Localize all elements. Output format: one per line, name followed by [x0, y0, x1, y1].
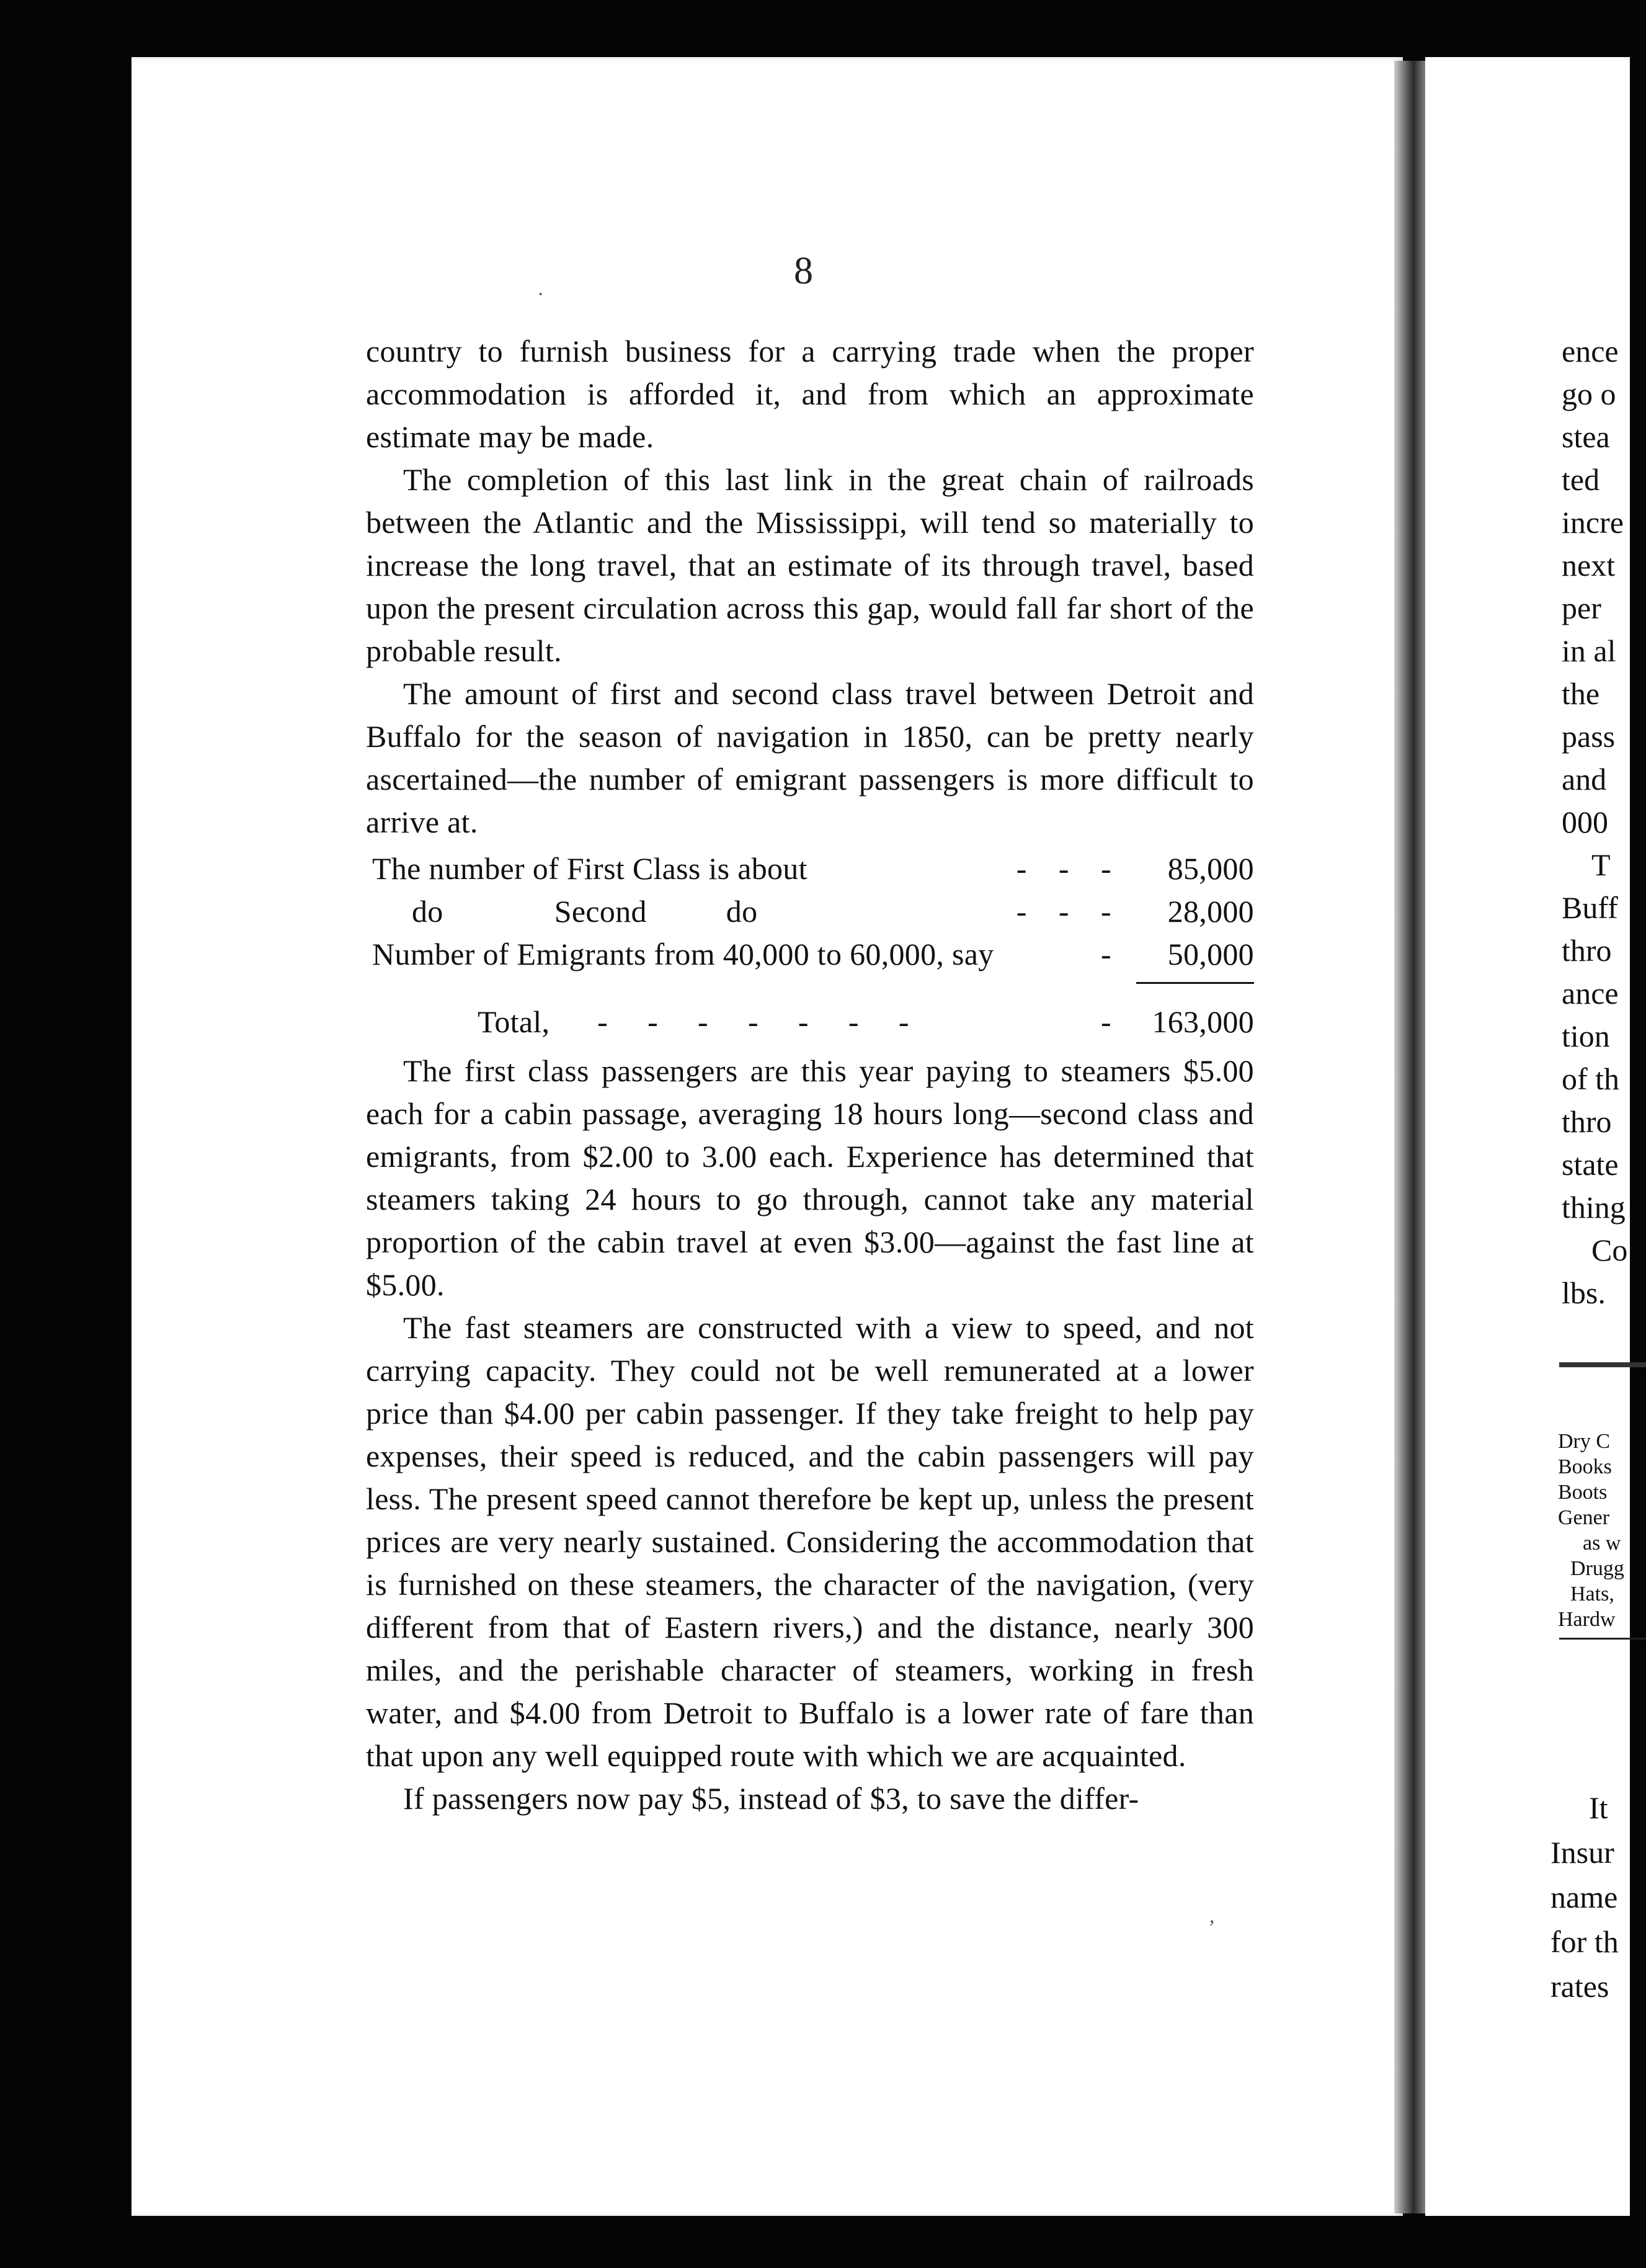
leader-dashes: - - - — [1016, 851, 1111, 886]
paragraph: If passengers now pay $5, instead of $3, to save the differ- — [403, 1781, 1139, 1816]
sum-rule-row — [372, 976, 1254, 1001]
fragment-line: It — [1589, 1790, 1608, 1825]
fragment-line: and — [1562, 762, 1607, 797]
fragment-line: incre — [1562, 505, 1624, 540]
leader-dashes: - — [1101, 1004, 1111, 1039]
leader-dashes: - - - — [1016, 894, 1111, 929]
fragment-line: Books — [1558, 1455, 1612, 1478]
fragment-line: ted — [1562, 462, 1600, 497]
fragment-line: thing — [1562, 1190, 1626, 1225]
fragment-rule — [1559, 1362, 1646, 1367]
fragment-line: Co — [1591, 1233, 1628, 1267]
leader-dashes: - — [1101, 937, 1111, 971]
table-row — [372, 933, 1254, 976]
fragment-line: thro — [1562, 933, 1612, 968]
fragment-line: Buff — [1562, 890, 1618, 925]
page-number: 8 — [794, 250, 813, 292]
fragment-line: name — [1550, 1880, 1618, 1914]
paragraph: The first class passengers are this year paying to steamers $5.00 each for a cabin passage, averaging 18 hours long—second class and emigrants, from $2.00 to 3.00 each. Experience has determined that steamers taking 24 hours to go through, cannot take any material proportion of the cabin travel at even $3.00—against the fast line at $5.00. — [366, 1053, 1254, 1302]
fragment-line: lbs. — [1562, 1275, 1606, 1310]
table-row — [372, 890, 1254, 933]
row-label: Number of Emigrants from 40,000 to 60,000, say — [372, 937, 994, 971]
paragraph: The amount of first and second class travel between Detroit and Buffalo for the season of navigation in 1850, can be pretty nearly ascertained—the number of emigrant passengers is more difficult to arrive at. — [366, 676, 1254, 839]
right-page-column-fragment — [1562, 330, 1627, 1315]
row-value: 28,000 — [1167, 894, 1254, 929]
fragment-line: tion — [1562, 1019, 1610, 1053]
fragment-line: thro — [1562, 1104, 1612, 1139]
sum-rule — [1136, 982, 1254, 984]
fragment-line: for th — [1550, 1924, 1619, 1959]
paragraph: The fast steamers are constructed with a view to speed, and not carrying capacity. They could not be well remunerated at a lower price than $4.00 per cabin passenger. If they take freight to help pay expenses, their speed is reduced, and the cabin passengers will pay less. The present speed cannot therefore be kept up, unless the present prices are very nearly sustained. Considering the accommodation that is furnished on these steamers, the character of the navigation, (very different from that of Eastern rivers,) and the distance, nearly 300 miles, and the perishable character of steamers, working in fresh water, and $4.00 from Detroit to Buffalo is a lower rate of fare than that upon any well equipped route with which we are acquainted. — [366, 1310, 1254, 1773]
travel-table — [372, 847, 1254, 1043]
fragment-line: stea — [1562, 419, 1610, 454]
fragment-line: as w — [1583, 1532, 1621, 1555]
fragment-line: rates — [1550, 1969, 1609, 2004]
book-gutter — [1394, 61, 1426, 2213]
fragment-line: ence — [1562, 334, 1619, 368]
fragment-line: Dry C — [1558, 1430, 1611, 1453]
fragment-line: of th — [1562, 1061, 1620, 1096]
fragment-line: pass — [1562, 719, 1616, 754]
right-page-column-fragment — [1550, 1785, 1619, 2009]
row-value: 85,000 — [1167, 851, 1254, 886]
fragment-line: T — [1591, 847, 1611, 882]
text-after-table — [366, 1050, 1254, 1820]
row-label: do Second do — [412, 894, 758, 929]
ink-speck: · — [537, 283, 545, 306]
right-page-list-fragment — [1558, 1429, 1624, 1632]
fragment-line: ance — [1562, 976, 1619, 1011]
fragment-line: per — [1562, 591, 1601, 625]
fragment-line: 000 — [1562, 805, 1608, 839]
row-value: 50,000 — [1167, 937, 1254, 971]
fragment-line: Insur — [1550, 1835, 1614, 1870]
fragment-line: in al — [1562, 633, 1616, 668]
ink-speck: , — [1209, 1904, 1215, 1927]
fragment-line: Hats, — [1570, 1583, 1614, 1605]
fragment-line: state — [1562, 1147, 1619, 1182]
fragment-line: the — [1562, 676, 1600, 711]
fragment-line: Drugg — [1570, 1557, 1624, 1580]
fragment-line: go o — [1562, 377, 1616, 411]
table-total-row — [372, 1001, 1254, 1043]
paragraph: country to furnish business for a carrying trade when the proper accommodation is afforded it, and from which an approximate estimate may be made. — [366, 334, 1254, 454]
fragment-line: Boots — [1558, 1481, 1608, 1504]
row-label: The number of First Class is about — [372, 851, 807, 886]
total-label: Total, - - - - - - - — [478, 1004, 909, 1039]
fragment-line: Gener — [1558, 1506, 1610, 1529]
fragment-rule — [1559, 1638, 1646, 1640]
total-value: 163,000 — [1152, 1004, 1254, 1039]
paragraph: The completion of this last link in the great chain of railroads between the Atlantic and the Mississippi, will tend so materially to increase the long travel, that an estimate of its through travel, based upon the present circulation across this gap, would fall far short of the probable result. — [366, 462, 1254, 668]
fragment-line: next — [1562, 548, 1616, 583]
table-row — [372, 847, 1254, 890]
fragment-line: Hardw — [1558, 1608, 1616, 1631]
page-text — [366, 330, 1254, 1820]
